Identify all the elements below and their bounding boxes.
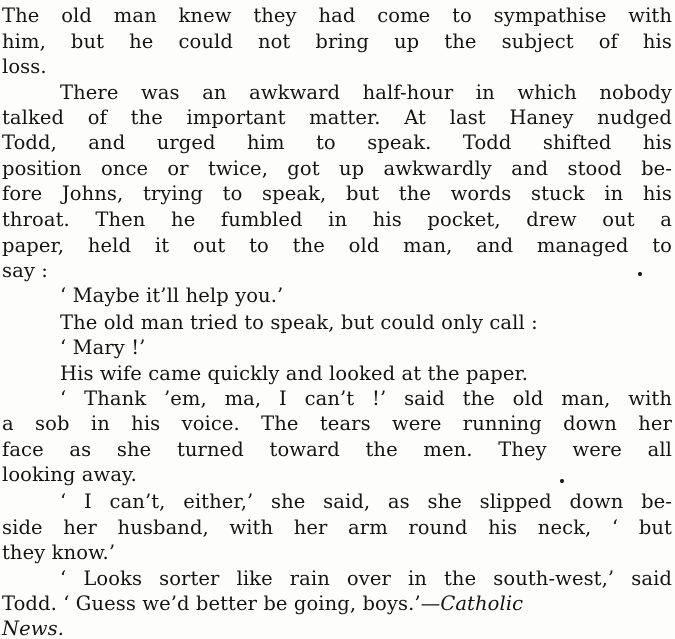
text-line-24 bbox=[2, 592, 523, 616]
text-line-24-body: Todd. ‘ Guess we’d better be going, boys.’— bbox=[2, 592, 441, 615]
text-line-19: looking away. bbox=[2, 463, 137, 486]
text-line-7: position once or twice, got up awkwardly and stood be- bbox=[2, 157, 672, 180]
text-line-12: ‘ Maybe it’ll help you.’ bbox=[60, 284, 284, 307]
print-speck bbox=[638, 272, 642, 276]
text-line-9: throat. Then he fumbled in his pocket, drew out a bbox=[2, 208, 672, 231]
text-line-1: The old man knew they had come to sympathise with bbox=[2, 4, 672, 27]
text-line-21: side her husband, with her arm round his neck, ‘ but bbox=[2, 516, 672, 539]
source-name-part-1: Catholic bbox=[440, 592, 524, 615]
text-line-22: they know.’ bbox=[2, 541, 116, 564]
text-line-18: face as she turned toward the men. They were all bbox=[2, 438, 672, 461]
text-line-2: him, but he could not bring up the subject of his bbox=[2, 30, 672, 53]
text-line-11: say : bbox=[2, 259, 48, 282]
text-line-6: Todd, and urged him to speak. Todd shifted his bbox=[2, 131, 672, 154]
text-line-23: ‘ Looks sorter like rain over in the south-west,’ said bbox=[60, 567, 672, 590]
print-speck bbox=[560, 479, 564, 483]
text-line-10: paper, held it out to the old man, and managed to bbox=[2, 234, 672, 257]
text-line-8: fore Johns, trying to speak, but the words stuck in his bbox=[2, 182, 672, 205]
text-line-15: His wife came quickly and looked at the paper. bbox=[60, 362, 529, 385]
text-line-20: ‘ I can’t, either,’ she said, as she slipped down be- bbox=[60, 490, 672, 513]
text-line-3: loss. bbox=[2, 55, 47, 78]
source-name-part-2: News. bbox=[2, 617, 64, 639]
text-line-17: a sob in his voice. The tears were running down her bbox=[2, 412, 672, 435]
text-line-4: There was an awkward half-hour in which nobody bbox=[60, 81, 672, 104]
text-line-13: The old man tried to speak, but could only call : bbox=[60, 311, 538, 334]
text-line-14: ‘ Mary !’ bbox=[60, 336, 146, 359]
text-line-5: talked of the important matter. At last Haney nudged bbox=[2, 106, 672, 129]
text-line-16: ‘ Thank ’em, ma, I can’t !’ said the old man, with bbox=[60, 387, 672, 410]
